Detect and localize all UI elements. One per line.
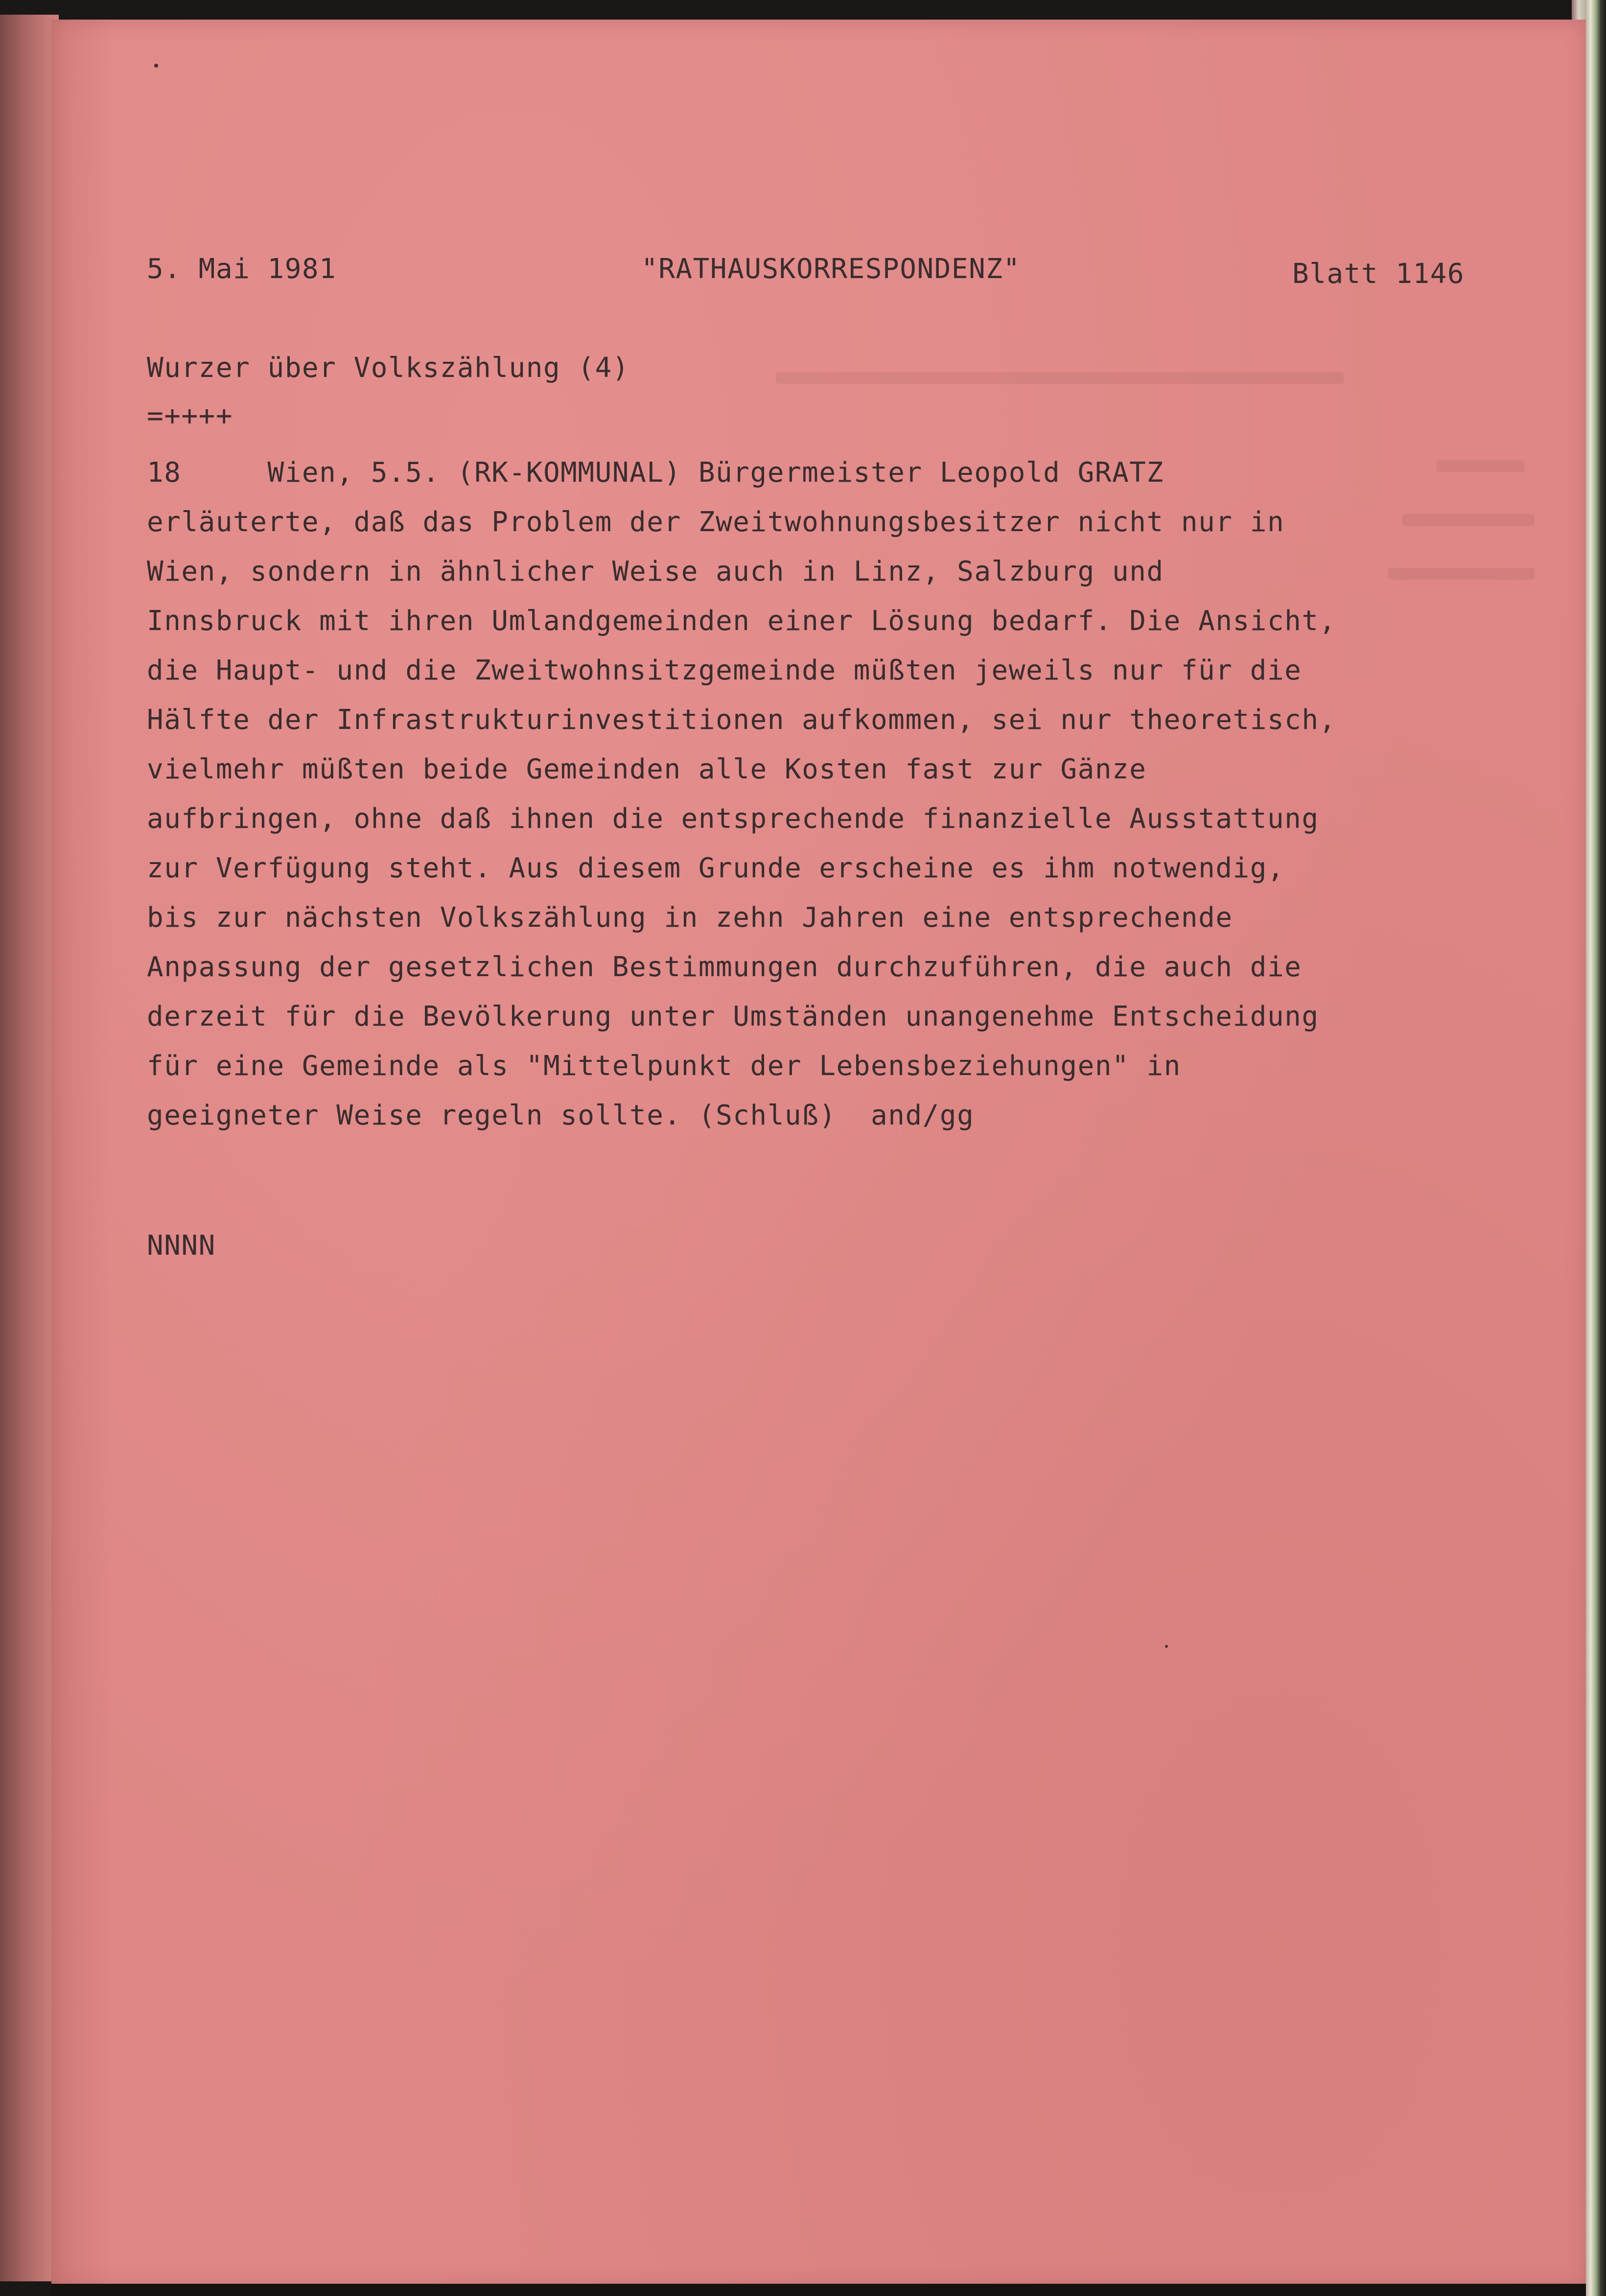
article-body bbox=[147, 448, 1336, 1140]
paper-speck bbox=[1165, 1645, 1168, 1648]
body-line: Innsbruck mit ihren Umlandgemeinden einer Lösung bedarf. Die Ansicht, bbox=[147, 605, 1336, 637]
body-line: bis zur nächsten Volkszählung in zehn Jahren eine entsprechende bbox=[147, 902, 1233, 934]
page-bottom-edge bbox=[51, 2284, 1586, 2296]
header-date: 5. Mai 1981 bbox=[147, 253, 337, 285]
body-line: für eine Gemeinde als "Mittelpunkt der Lebensbeziehungen" in bbox=[147, 1050, 1181, 1082]
headline-separator: =++++ bbox=[147, 400, 233, 432]
body-line: 18 Wien, 5.5. (RK-KOMMUNAL) Bürgermeister Leopold GRATZ bbox=[147, 457, 1164, 489]
end-mark: NNNN bbox=[147, 1230, 216, 1262]
body-line: geeigneter Weise regeln sollte. (Schluß) and/gg bbox=[147, 1100, 975, 1131]
header-publication-title: "RATHAUSKORRESPONDENZ" bbox=[641, 253, 1021, 285]
paper-speck bbox=[154, 64, 158, 68]
article-headline: Wurzer über Volkszählung (4) bbox=[147, 352, 630, 384]
body-line: vielmehr müßten beide Gemeinden alle Kosten fast zur Gänze bbox=[147, 753, 1147, 785]
body-line: die Haupt- und die Zweitwohnsitzgemeinde müßten jeweils nur für die bbox=[147, 655, 1302, 686]
book-gutter bbox=[0, 15, 59, 2281]
body-line: aufbringen, ohne daß ihnen die entsprechende finanzielle Ausstattung bbox=[147, 803, 1319, 835]
body-line: Wien, sondern in ähnlicher Weise auch in Linz, Salzburg und bbox=[147, 556, 1164, 587]
body-line: erläuterte, daß das Problem der Zweitwohnungsbesitzer nicht nur in bbox=[147, 506, 1285, 538]
body-line: derzeit für die Bevölkerung unter Umständen unangenehme Entscheidung bbox=[147, 1001, 1319, 1032]
body-line: Hälfte der Infrastrukturinvestitionen aufkommen, sei nur theoretisch, bbox=[147, 704, 1336, 736]
body-line: Anpassung der gesetzlichen Bestimmungen durchzuführen, die auch die bbox=[147, 951, 1302, 983]
header-sheet-number: Blatt 1146 bbox=[1292, 258, 1465, 290]
body-line: zur Verfügung steht. Aus diesem Grunde erscheine es ihm notwendig, bbox=[147, 852, 1285, 884]
